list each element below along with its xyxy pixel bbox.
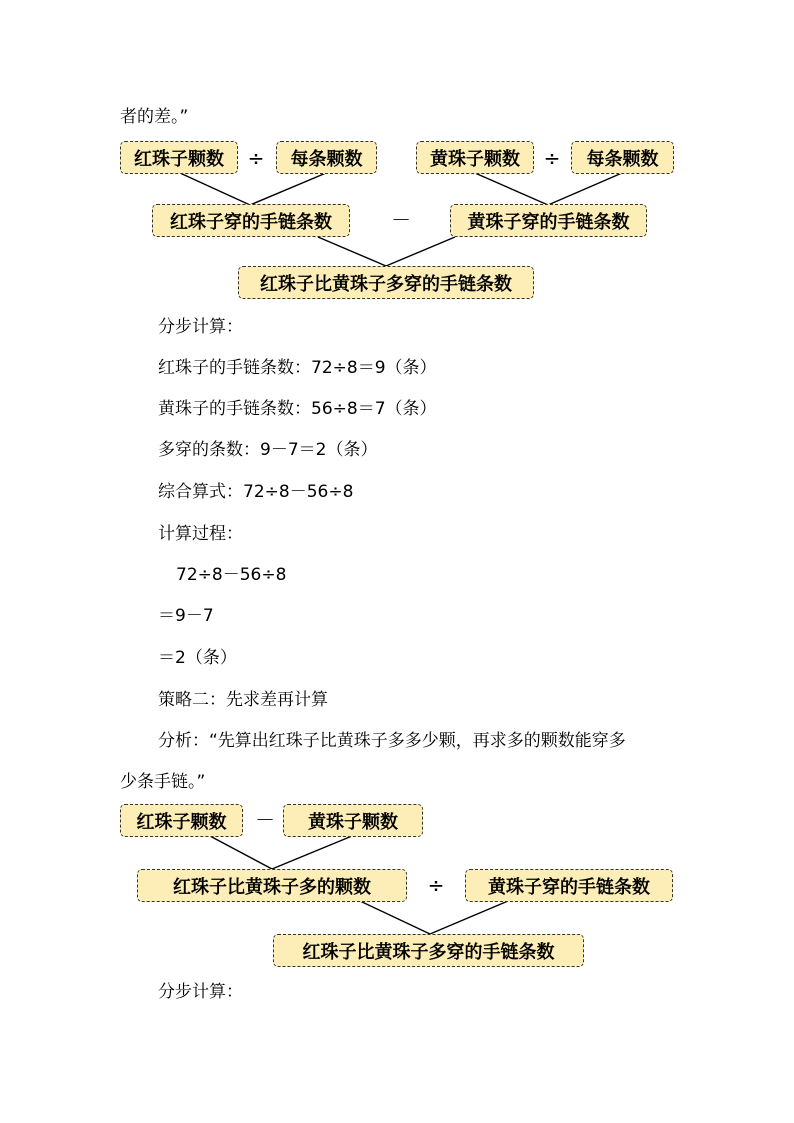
steps1-line-1: 红珠子的手链条数：72÷8＝9（条） xyxy=(158,358,437,378)
strategy2-title: 策略二：先求差再计算 xyxy=(158,690,328,710)
diagram1-divide-op-2: ÷ xyxy=(543,146,561,170)
steps1-line-2: 黄珠子的手链条数：56÷8＝7（条） xyxy=(158,399,437,419)
steps1-line-4: 综合算式：72÷8－56÷8 xyxy=(158,482,354,502)
diagram1-box-per-chain: 每条颗数 xyxy=(276,141,377,174)
diagram1-box-result: 红珠子比黄珠子多穿的手链条数 xyxy=(238,266,534,299)
diagram2-divide-op: ÷ xyxy=(427,873,445,897)
diagram1-box-red-chains: 红珠子穿的手链条数 xyxy=(152,204,350,237)
diagram2-box-yellow-chains: 黄珠子穿的手链条数 xyxy=(465,869,673,902)
diagram2-minus-op: － xyxy=(255,808,275,832)
steps1-line-6: 72÷8－56÷8 xyxy=(176,565,287,585)
steps1-line-3: 多穿的条数：9－7＝2（条） xyxy=(158,440,378,460)
diagram2-box-diff-count: 红珠子比黄珠子多的颗数 xyxy=(137,869,407,902)
steps2-heading: 分步计算： xyxy=(158,982,243,1002)
diagram2-box-red-count: 红珠子颗数 xyxy=(120,804,243,837)
diagram1-divide-op-1: ÷ xyxy=(247,146,265,170)
strategy2-analysis-line-1: 分析：“先算出红珠子比黄珠子多多少颗，再求多的颗数能穿多 xyxy=(158,731,626,751)
diagram1-minus-op: － xyxy=(391,208,411,232)
steps1-line-8: ＝2（条） xyxy=(158,648,237,668)
diagram2-box-result: 红珠子比黄珠子多穿的手链条数 xyxy=(273,934,584,967)
steps1-line-5: 计算过程： xyxy=(158,524,243,544)
steps1-heading: 分步计算： xyxy=(158,317,243,337)
intro-tail-text: 者的差。” xyxy=(120,107,189,127)
diagram1-box-per-chain-2: 每条颗数 xyxy=(571,141,674,174)
diagram1-box-red-count: 红珠子颗数 xyxy=(120,141,238,174)
diagram1-box-yellow-chains: 黄珠子穿的手链条数 xyxy=(450,204,647,237)
diagram2-box-yellow-count: 黄珠子颗数 xyxy=(283,804,423,837)
diagram1-box-yellow-count: 黄珠子颗数 xyxy=(416,141,534,174)
strategy2-analysis-line-2: 少条手链。” xyxy=(120,772,206,792)
steps1-line-7: ＝9－7 xyxy=(158,606,214,626)
